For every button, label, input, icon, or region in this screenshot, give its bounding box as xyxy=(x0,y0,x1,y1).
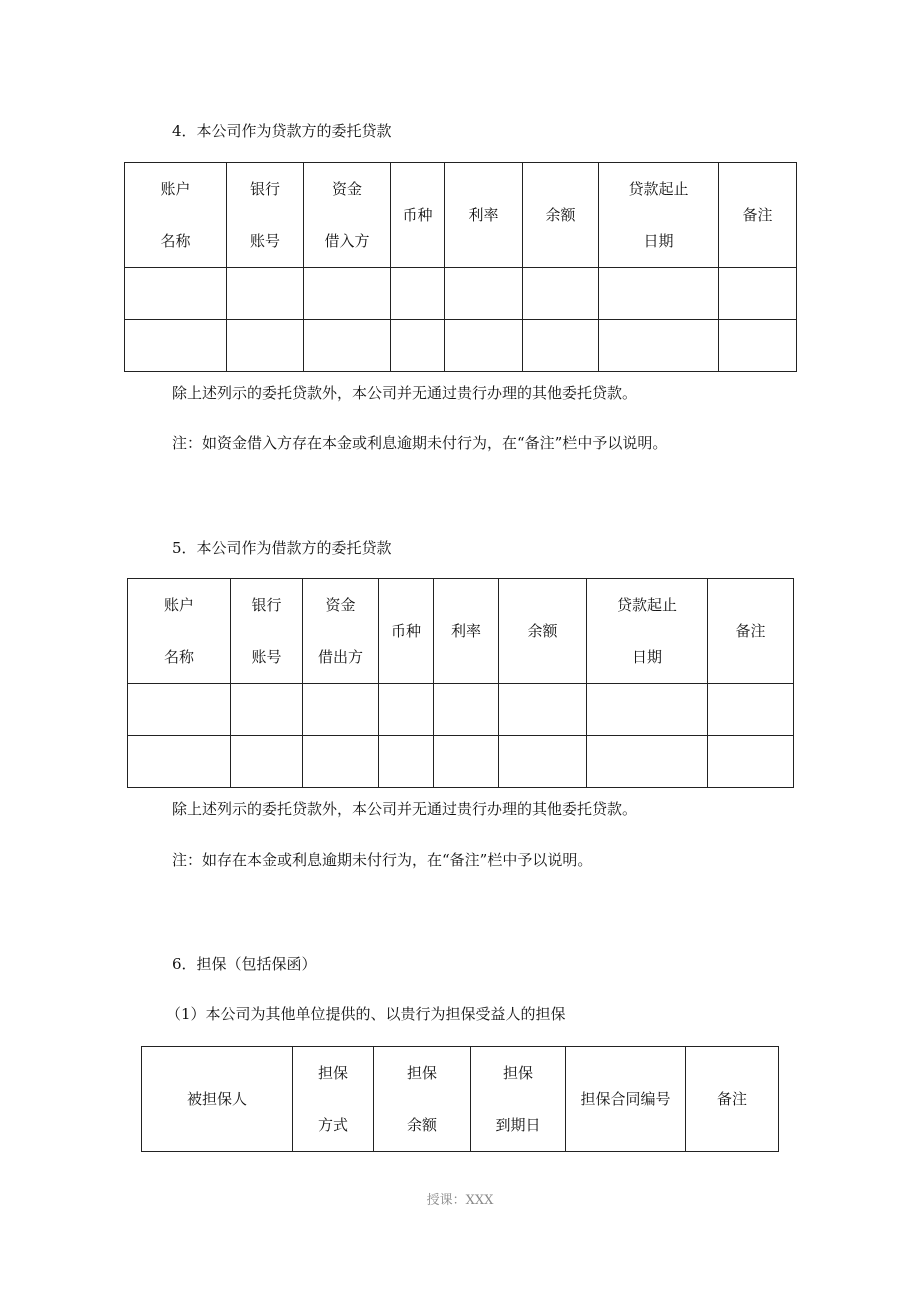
header-cell: 余额 xyxy=(523,163,599,268)
table-header-row xyxy=(128,579,794,684)
section5-note2: 注：如存在本金或利息逾期未付行为，在“备注”栏中予以说明。 xyxy=(172,851,593,869)
header-cell: 账户 名称 xyxy=(128,579,231,684)
header-cell: 资金 借出方 xyxy=(303,579,379,684)
header-cell: 银行 账号 xyxy=(227,163,304,268)
page-footer: 授课：XXX xyxy=(426,1193,494,1208)
section6-subtitle: （1）本公司为其他单位提供的、以贵行为担保受益人的担保 xyxy=(166,1005,566,1023)
header-cell: 被担保人 xyxy=(142,1047,293,1152)
header-cell: 担保 余额 xyxy=(374,1047,471,1152)
section6-title: 6．担保（包括保函） xyxy=(172,955,317,973)
table-header-row xyxy=(142,1047,779,1152)
section5-title: 5．本公司作为借款方的委托贷款 xyxy=(172,539,392,557)
section4-title: 4．本公司作为贷款方的委托贷款 xyxy=(172,122,392,140)
header-cell: 利率 xyxy=(434,579,499,684)
table-section5 xyxy=(127,578,794,788)
table-header-row xyxy=(125,163,797,268)
table-row[interactable] xyxy=(128,736,794,788)
header-cell: 担保合同编号 xyxy=(566,1047,686,1152)
header-cell: 币种 xyxy=(379,579,434,684)
header-cell: 币种 xyxy=(391,163,445,268)
header-cell: 备注 xyxy=(708,579,794,684)
header-cell: 贷款起止 日期 xyxy=(599,163,719,268)
table-row[interactable] xyxy=(128,684,794,736)
section4-note2: 注：如资金借入方存在本金或利息逾期未付行为，在“备注”栏中予以说明。 xyxy=(172,434,668,452)
header-cell: 利率 xyxy=(445,163,523,268)
table-section6 xyxy=(141,1046,779,1152)
header-cell: 资金 借入方 xyxy=(304,163,391,268)
header-cell: 担保 方式 xyxy=(293,1047,374,1152)
header-cell: 银行 账号 xyxy=(231,579,303,684)
table-row[interactable] xyxy=(125,320,797,372)
table-row[interactable] xyxy=(125,268,797,320)
table-section4 xyxy=(124,162,797,372)
header-cell: 贷款起止 日期 xyxy=(587,579,708,684)
section5-note1: 除上述列示的委托贷款外，本公司并无通过贵行办理的其他委托贷款。 xyxy=(172,800,638,818)
header-cell: 担保 到期日 xyxy=(471,1047,566,1152)
header-cell: 余额 xyxy=(499,579,587,684)
section4-note1: 除上述列示的委托贷款外，本公司并无通过贵行办理的其他委托贷款。 xyxy=(172,384,638,402)
header-cell: 账户 名称 xyxy=(125,163,227,268)
header-cell: 备注 xyxy=(686,1047,779,1152)
header-cell: 备注 xyxy=(719,163,797,268)
